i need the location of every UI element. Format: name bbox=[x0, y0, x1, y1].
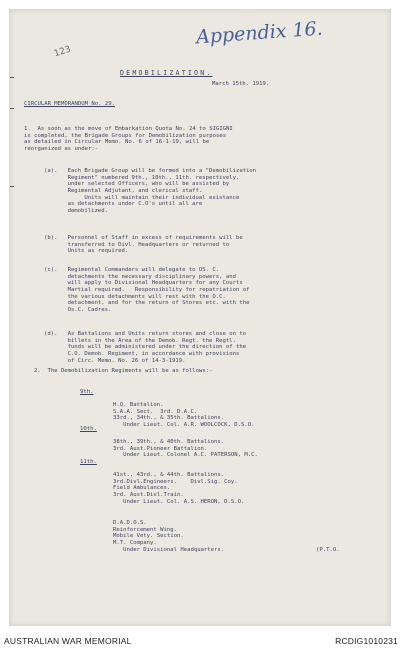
margin-tick bbox=[10, 108, 14, 109]
regiment-11-list: 41st., 43rd., & 44th. Battalions. 3rd.Divl.Engineers. Divl.Sig. Coy. Field Ambulances. 3rd. Aust.Divl.Train. Under Lieut. Col. A.S. HERON, D.S.O. bbox=[113, 472, 245, 505]
paragraph-1: 1. As soon as the move of Embarkation Quota No. 24 to SIGIGNI is completed, the Brigade Groups for Demobilization purposes as detailed in Circular Memo. No. 6 of 16-1-19, will be reorganized as under:- bbox=[24, 126, 233, 152]
margin-tick bbox=[10, 186, 14, 187]
footer-institution: AUSTRALIAN WAR MEMORIAL bbox=[4, 636, 132, 646]
document-title: DEMOBILIZATION. bbox=[120, 69, 213, 77]
paragraph-2: 2. The Demobilization Regiments will be as follows:- bbox=[34, 368, 213, 374]
folio-stamp: 123 bbox=[52, 44, 73, 60]
item-a: (a). Each Brigade Group will be formed into a "Demobilization Regiment" numbered 9th., 10th., 11th. respectively, under selected Officers, who will be assisted by Regimental Adjutant, and clerical staff. Units will maintain their individual existance as detachments under C.O's until all are demobilized. bbox=[44, 168, 257, 214]
regiment-9-list: H.Q. Battalion. S.A.A. Sect. 3rd. D.A.C. 33rd., 34th., & 35th. Battalions. Under Lieut. Col. A.R. WOOLCOCK, D.S.O. bbox=[113, 402, 255, 428]
regiment-9-label: 9th. bbox=[80, 389, 94, 395]
divisional-units-list: D.A.D.O.S. Reinforcement Wing. Mobile Vety. Section. M.T. Company. Under Divisional Headquarters. bbox=[113, 520, 225, 553]
appendix-annotation: Appendix 16. bbox=[195, 17, 324, 49]
regiment-10-list: 38th., 39th., & 40th. Battalions. 3rd. Aust.Pioneer Battalion. Under Lieut. Colonel A.C. PATERSON, M.C. bbox=[113, 439, 258, 459]
footer-catalog-id: RCDIG1010231 bbox=[335, 636, 398, 646]
memo-number: CIRCULAR MEMORANDUM No. 29. bbox=[24, 101, 115, 107]
regiment-11-label: 11th. bbox=[80, 459, 97, 465]
item-b: (b). Personnel of Staff in excess of requirements will be transferred to Divl. Headquarters or returned to Units as required. bbox=[44, 235, 243, 255]
item-d: (d). As Battalions and Units return stores and close on to billets in the Area of the Demob. Regt. the Regtl. funds will be administered under the direction of the C.O. Demob. Regiment, in accordance with provisions of Circ. Memo. No. 26 of 14-3-1919. bbox=[44, 331, 247, 364]
document-date: March 15th. 1919. bbox=[212, 81, 270, 87]
pto-note: (P.T.O. bbox=[316, 547, 340, 553]
item-c: (c). Regimental Commanders will delegate to OS. C. detachments the necessary disciplinary powers, and will apply to Divisional Headquarters for any Courts Martial required. Responsibility for repatriation of the various detachments will rest with the O.C. detachment, and for the return of Stores etc. with the Os.C. Cadres. bbox=[44, 267, 250, 313]
regiment-10-label: 10th. bbox=[80, 426, 97, 432]
margin-tick bbox=[10, 77, 14, 78]
